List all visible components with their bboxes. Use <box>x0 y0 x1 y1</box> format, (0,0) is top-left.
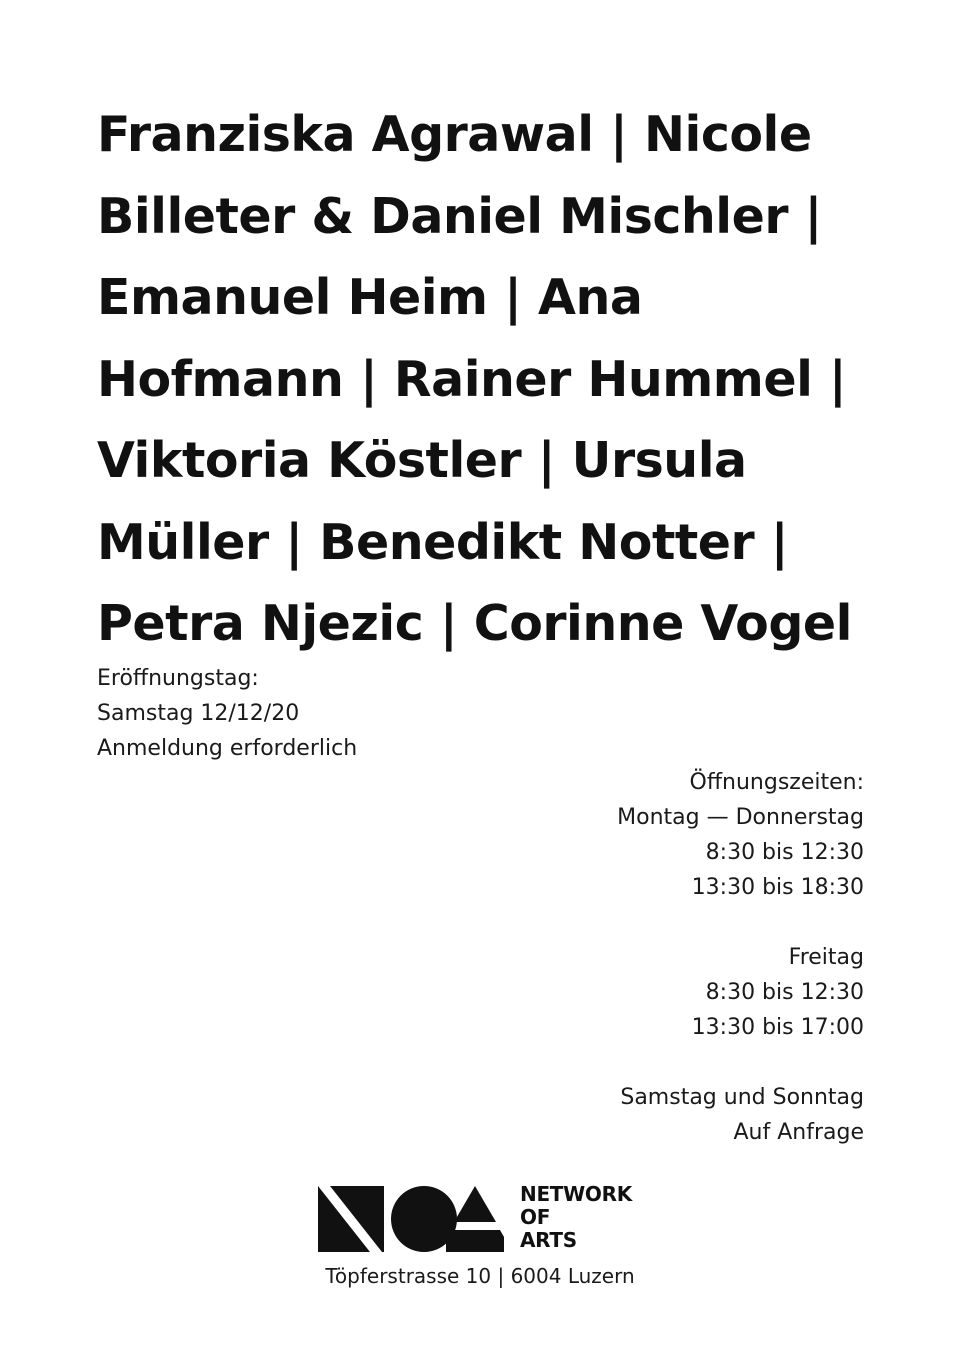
spacer <box>617 905 864 940</box>
noa-logo-wordmark <box>520 1183 632 1252</box>
artist-line: Viktoria Köstler | Ursula <box>97 432 747 489</box>
weekdays-slot-morning: 8:30 bis 12:30 <box>705 840 864 865</box>
friday-days: Freitag <box>788 945 864 970</box>
artist-line: Franziska Agrawal | Nicole <box>97 106 812 163</box>
noa-logo-mark-icon <box>318 1186 504 1252</box>
artist-line: Billeter & Daniel Mischler | <box>97 187 822 245</box>
artist-line: Emanuel Heim | Ana <box>97 269 643 326</box>
artist-line: Müller | Benedikt Notter | <box>97 513 789 571</box>
weekend-days: Samstag und Sonntag <box>620 1085 864 1110</box>
friday-slot-afternoon: 13:30 bis 17:00 <box>691 1015 864 1040</box>
address: Töpferstrasse 10 | 6004 Luzern <box>325 1264 635 1288</box>
spacer <box>617 1045 864 1080</box>
weekdays-days: Montag — Donnerstag <box>617 805 864 830</box>
artist-line: Hofmann | Rainer Hummel | <box>97 350 847 408</box>
opening-hours <box>617 765 864 1150</box>
opening-info <box>97 661 357 766</box>
logo-line-arts: ARTS <box>520 1228 577 1252</box>
noa-logo <box>318 1182 648 1252</box>
logo-line-network: NETWORK <box>520 1182 632 1206</box>
opening-note: Anmeldung erforderlich <box>97 736 358 761</box>
weekdays-slot-afternoon: 13:30 bis 18:30 <box>691 875 864 900</box>
hours-title: Öffnungszeiten: <box>689 770 864 795</box>
artist-line: Petra Njezic | Corinne Vogel <box>97 595 852 652</box>
logo-line-of: OF <box>520 1205 551 1229</box>
artist-list <box>97 94 897 665</box>
opening-date: Samstag 12/12/20 <box>97 701 300 726</box>
opening-label: Eröffnungstag: <box>97 666 259 691</box>
friday-slot-morning: 8:30 bis 12:30 <box>705 980 864 1005</box>
weekend-note: Auf Anfrage <box>733 1120 864 1145</box>
